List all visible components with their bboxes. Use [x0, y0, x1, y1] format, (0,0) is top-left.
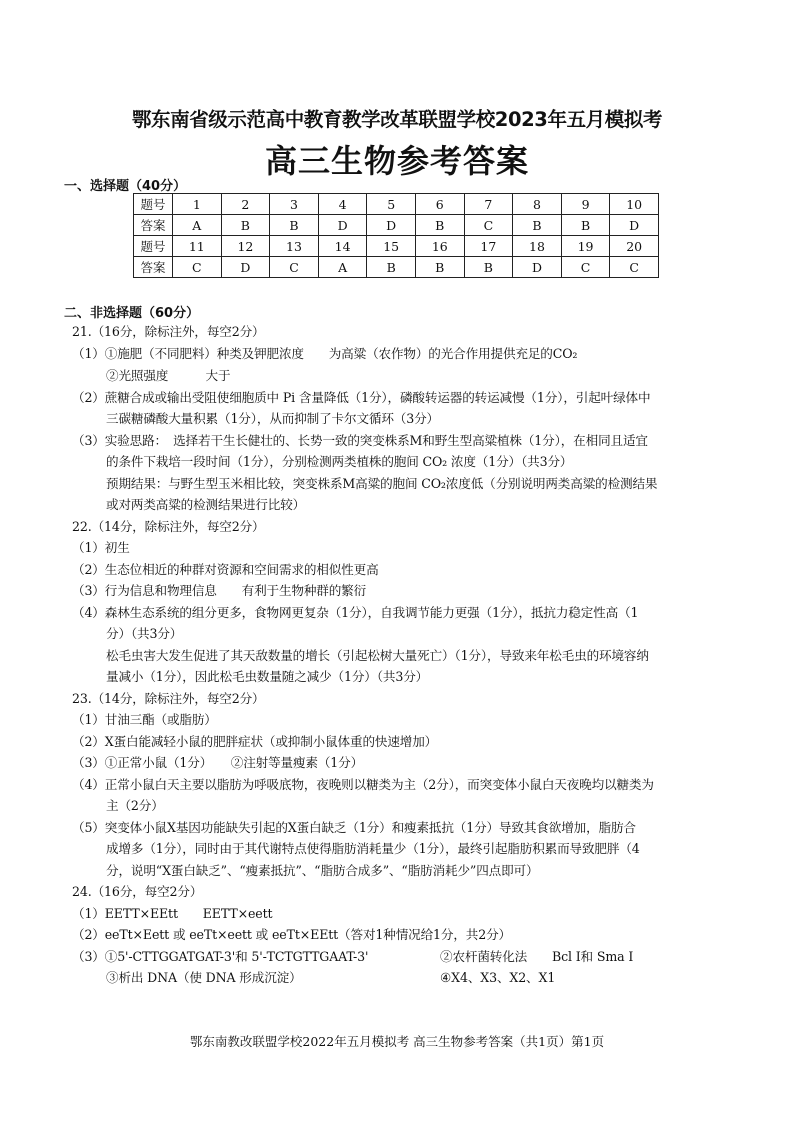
- question-number: 20: [610, 236, 659, 257]
- question-number: 1: [173, 194, 222, 215]
- question-number: 2: [221, 194, 270, 215]
- answer-line: （1）①施肥（不同肥料）种类及钾肥浓度 为高粱（农作物）的光合作用提供充足的CO₂: [72, 346, 578, 361]
- answer-cell: C: [610, 257, 659, 278]
- answer-cell: C: [270, 257, 319, 278]
- answer-key-title: 高三生物参考答案: [264, 142, 529, 180]
- question-number: 12: [221, 236, 270, 257]
- q21-header: 21.（16分，除标注外，每空2分）: [72, 324, 265, 339]
- question-number: 4: [318, 194, 367, 215]
- answer-line: 主（2分）: [106, 798, 164, 813]
- answer-cell: B: [270, 215, 319, 236]
- question-number: 11: [173, 236, 222, 257]
- answer-cell: B: [367, 257, 416, 278]
- question-number: 16: [415, 236, 464, 257]
- exam-title: 鄂东南省级示范高中教育教学改革联盟学校2023年五月模拟考: [131, 108, 663, 131]
- question-number: 18: [513, 236, 562, 257]
- section-2-heading: 二、非选择题（60分）: [64, 306, 200, 321]
- answer-line: （4）正常小鼠白天主要以脂肪为呼吸底物，夜晚则以糖类为主（2分），而突变体小鼠白天夜晚均以糖类为: [72, 777, 654, 792]
- row-label: 答案: [134, 257, 173, 278]
- question-number: 19: [561, 236, 610, 257]
- answer-line: 的条件下栽培一段时间（1分），分别检测两类植株的胞间 CO₂ 浓度（1分）（共3分）: [106, 454, 573, 469]
- answer-line: 预期结果：与野生型玉米相比较，突变株系M高粱的胞间 CO₂浓度低（分别说明两类高粱的检测结果: [106, 476, 658, 491]
- answer-cell: B: [561, 215, 610, 236]
- answer-line: （3）实验思路： 选择若干生长健壮的、长势一致的突变株系M和野生型高粱植株（1分），在相同且适宜: [72, 433, 648, 448]
- question-number: 14: [318, 236, 367, 257]
- answer-line: ②光照强度 大于: [106, 368, 231, 383]
- question-number: 6: [415, 194, 464, 215]
- answer-cell: D: [367, 215, 416, 236]
- q22-header: 22.（14分，除标注外，每空2分）: [72, 519, 265, 534]
- page-footer: 鄂东南教改联盟学校2022年五月模拟考 高三生物参考答案（共1页）第1页: [189, 1034, 605, 1049]
- answer-line: 松毛虫害大发生促进了其天敌数量的增长（引起松树大量死亡）（1分），导致来年松毛虫的环境容纳: [106, 648, 649, 663]
- question-number: 8: [513, 194, 562, 215]
- answer-line: （4）森林生态系统的组分更多，食物网更复杂（1分），自我调节能力更强（1分），抵抗力稳定性高（1: [72, 605, 639, 620]
- question-number: 17: [464, 236, 513, 257]
- answer-line: 分，说明“X蛋白缺乏”、“瘦素抵抗”、“脂肪合成多”、“脂肪消耗少”四点即可）: [106, 863, 539, 878]
- answer-cell: B: [415, 215, 464, 236]
- answer-line: （3）行为信息和物理信息 有利于生物种群的繁衍: [72, 583, 367, 598]
- question-number: 9: [561, 194, 610, 215]
- answer-cell: B: [513, 215, 562, 236]
- row-label: 题号: [134, 194, 173, 215]
- answer-line: （2）生态位相近的种群对资源和空间需求的相似性更高: [72, 562, 379, 577]
- question-number: 5: [367, 194, 416, 215]
- answer-cell: B: [415, 257, 464, 278]
- answer-line: （2）eeTt×Eett 或 eeTt×eett 或 eeTt×EEtt（答对1种情况给1分，共2分）: [72, 927, 511, 942]
- row-label: 答案: [134, 215, 173, 236]
- answer-cell: C: [464, 215, 513, 236]
- question-number: 15: [367, 236, 416, 257]
- table-row: [134, 236, 659, 257]
- answer-line: ④X4、X3、X2、X1: [440, 970, 556, 985]
- answer-cell: A: [173, 215, 222, 236]
- answer-line: 量减小（1分），因此松毛虫数量随之减少（1分）（共3分）: [106, 669, 429, 684]
- answer-line: （5）突变体小鼠X基因功能缺失引起的X蛋白缺乏（1分）和瘦素抵抗（1分）导致其食欲增加，脂肪合: [72, 820, 636, 835]
- answer-line: 三碳糖磷酸大量积累（1分），从而抑制了卡尔文循环（3分）: [106, 411, 439, 426]
- answer-line: （3）①5'-CTTGGATGAT-3'和 5'-TCTGTTGAAT-3': [72, 949, 369, 964]
- answer-cell: B: [464, 257, 513, 278]
- answer-line: （2）蔗糖合成或输出受阻使细胞质中 Pi 含量降低（1分），磷酸转运器的转运减慢（1分），引起叶绿体中: [72, 390, 651, 405]
- answer-cell: A: [318, 257, 367, 278]
- answer-cell: C: [561, 257, 610, 278]
- q24-header: 24.（16分，每空2分）: [72, 884, 203, 899]
- question-number: 3: [270, 194, 319, 215]
- answer-line: （1）初生: [72, 540, 130, 555]
- answer-cell: D: [610, 215, 659, 236]
- answer-line: 成增多（1分），同时由于其代谢特点使得脂肪消耗量少（1分），最终引起脂肪积累而导致肥胖（4: [106, 841, 640, 856]
- question-number: 7: [464, 194, 513, 215]
- answer-line: （1）EETT×EEtt EETT×eett: [72, 906, 273, 921]
- question-number: 13: [270, 236, 319, 257]
- table-row: [134, 215, 659, 236]
- answer-line: （3）①正常小鼠（1分） ②注射等量瘦素（1分）: [72, 755, 364, 770]
- answer-cell: C: [173, 257, 222, 278]
- answer-cell: D: [513, 257, 562, 278]
- answer-line: ②农杆菌转化法 Bcl I和 Sma I: [440, 949, 634, 964]
- answer-table: [133, 193, 659, 278]
- answer-line: （2）X蛋白能减轻小鼠的肥胖症状（或抑制小鼠体重的快速增加）: [72, 734, 438, 749]
- question-number: 10: [610, 194, 659, 215]
- answer-cell: B: [221, 215, 270, 236]
- q23-header: 23.（14分，除标注外，每空2分）: [72, 691, 265, 706]
- table-row: [134, 257, 659, 278]
- answer-line: （1）甘油三酯（或脂肪）: [72, 712, 217, 727]
- answer-cell: D: [221, 257, 270, 278]
- table-row: [134, 194, 659, 215]
- answer-cell: D: [318, 215, 367, 236]
- row-label: 题号: [134, 236, 173, 257]
- answer-line: 分）（共3分）: [106, 626, 183, 641]
- answer-line: 或对两类高粱的检测结果进行比较）: [106, 497, 306, 512]
- section-1-heading: 一、选择题（40分）: [64, 179, 187, 194]
- answer-line: ③析出 DNA（使 DNA 形成沉淀）: [106, 970, 302, 985]
